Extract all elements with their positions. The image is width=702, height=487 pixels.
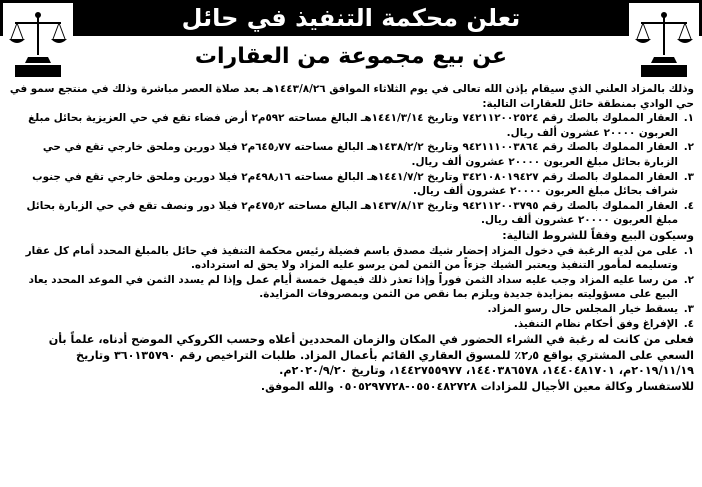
conditions-title: وسيكون البيع وفقاً للشروط التالية: xyxy=(502,228,694,242)
property-item xyxy=(8,140,694,169)
condition-item xyxy=(8,302,694,317)
contact-line: للاستفسار وكالة معين الأجيال للمزادات ٠٥٥٠٤٨٢٧٢٨-٠٥٠٥٢٩٧٧٢٨ والله الموفق. xyxy=(260,379,694,393)
header-banner xyxy=(0,0,702,36)
property-item xyxy=(8,111,694,140)
ministry-of-justice-logo-right xyxy=(629,3,699,81)
intro-paragraph: وذلك بالمزاد العلني الذي سيقام بإذن الله تعالى في يوم الثلاثاء الموافق ١٤٤٣/٨/٢٦هـ بعد صلاة العصر مباشرة وذلك في منتجع سمو في حي الوادي بمنطقة حائل للعقارات التالية: xyxy=(9,83,694,110)
condition-item xyxy=(8,273,694,302)
ministry-of-justice-logo-left xyxy=(3,3,73,81)
item-text: العقار المملوك بالصك رقم ٣٤٢١٠٨٠١٩٤٢٧ وتاريخ ١٤٤١/٧/٢هـ البالغ مساحته ٤٩٨٫١٦م٢ فيلا دورين وملحق خارجي تقع في جنوب شراف بحائل مبلغ العربون ٢٠٠٠٠ عشرون ألف ريال. xyxy=(32,170,678,198)
item-text: العقار المملوك بالصك رقم ٩٤٢١١٢٠٠٣٧٩٥ وتاريخ ١٤٣٧/٨/١٣هـ البالغ مساحته ٤٧٥٫٢م٢ فيلا دور ونصف تقع في حي الزبارة بحائل مبلغ العربون ٢٠٠٠٠ عشرون ألف ريال. xyxy=(26,199,678,227)
item-number: ٢. xyxy=(683,273,694,286)
condition-item xyxy=(8,244,694,273)
item-text: على من لديه الرغبة في دخول المزاد إحضار شيك مصدق باسم فضيلة رئيس محكمة التنفيذ في حائل بالمبلغ المحدد أمام كل عقار وتسليمه لمأمور التنفيذ ويعتبر الشيك جزءاً من الثمن لمن يرسو عليه المزاد ولا يحق له استرداده. xyxy=(25,244,678,272)
property-item xyxy=(8,199,694,228)
property-item xyxy=(8,170,694,199)
item-text: الإفراغ وفق أحكام نظام التنفيذ. xyxy=(513,317,678,330)
condition-item xyxy=(8,317,694,332)
final-notice: فعلى من كانت له رغبة في الشراء الحضور في المكان والزمان المحددين أعلاه وحسب الكروكي الموضح أدناه، علماً بأن السعي على المشتري بواقع ٢٫٥٪ للمسوق العقاري القائم بأعمال المزاد. طلبات التراخيص رقم ٣٦٠١٣٥٧٩٠ وتاريخ ٢٠١٩/١١/١٩م، ١٤٤٠٤٨١٧٠١، ١٤٤٠٣٨٦٥٧٨، ١٤٤٢٧٥٥٩٧٧، وتاريخ ٢٠٢٠/٩/٢٠م. xyxy=(48,333,694,378)
page-subtitle: عن بيع مجموعة من العقارات xyxy=(194,44,508,69)
item-text: من رسا عليه المزاد وجب عليه سداد الثمن فوراً وإذا تعذر ذلك فيمهل خمسة أيام عمل وإذا لم يسدد الثمن في الموعد المحدد يعاد البيع على مسؤوليته بمزايدة جديدة ويلزم بما نقص من الثمن وبمصروفات المزايدة. xyxy=(28,273,678,301)
item-number: ٣. xyxy=(683,302,694,315)
conditions-list xyxy=(8,244,694,332)
scales-of-justice-icon xyxy=(629,3,699,81)
item-text: يسقط خيار المجلس حال رسو المزاد. xyxy=(487,302,678,315)
properties-list xyxy=(8,111,694,228)
page-title: تعلن محكمة التنفيذ في حائل xyxy=(181,4,521,32)
announcement-body xyxy=(8,82,694,394)
item-number: ١. xyxy=(683,244,694,257)
item-number: ١. xyxy=(683,112,694,125)
item-number: ٣. xyxy=(683,170,694,183)
item-text: العقار المملوك بالصك رقم ٧٤٢١١٢٠٠٢٥٢٤ وتاريخ ١٤٤١/٣/١٤هـ البالغ مساحته ٥٩٢م٢ أرض فضاء تقع في حي العزيزية بحائل مبلغ العربون ٢٠٠٠٠ عشرون ألف ريال. xyxy=(28,112,678,139)
item-number: ٤. xyxy=(683,199,694,212)
item-number: ٤. xyxy=(683,317,694,330)
item-number: ٢. xyxy=(683,141,694,154)
scales-of-justice-icon xyxy=(3,3,73,81)
item-text: العقار المملوك بالصك رقم ٩٤٢١١١٠٠٣٨٦٤ وتاريخ ١٤٣٨/٢/٢هـ البالغ مساحته ٦٤٥٫٧٧م٢ فيلا دورين وملحق خارجي تقع في حي الزبارة بحائل مبلغ العربون ٢٠٠٠٠ عشرون ألف ريال. xyxy=(42,141,678,168)
